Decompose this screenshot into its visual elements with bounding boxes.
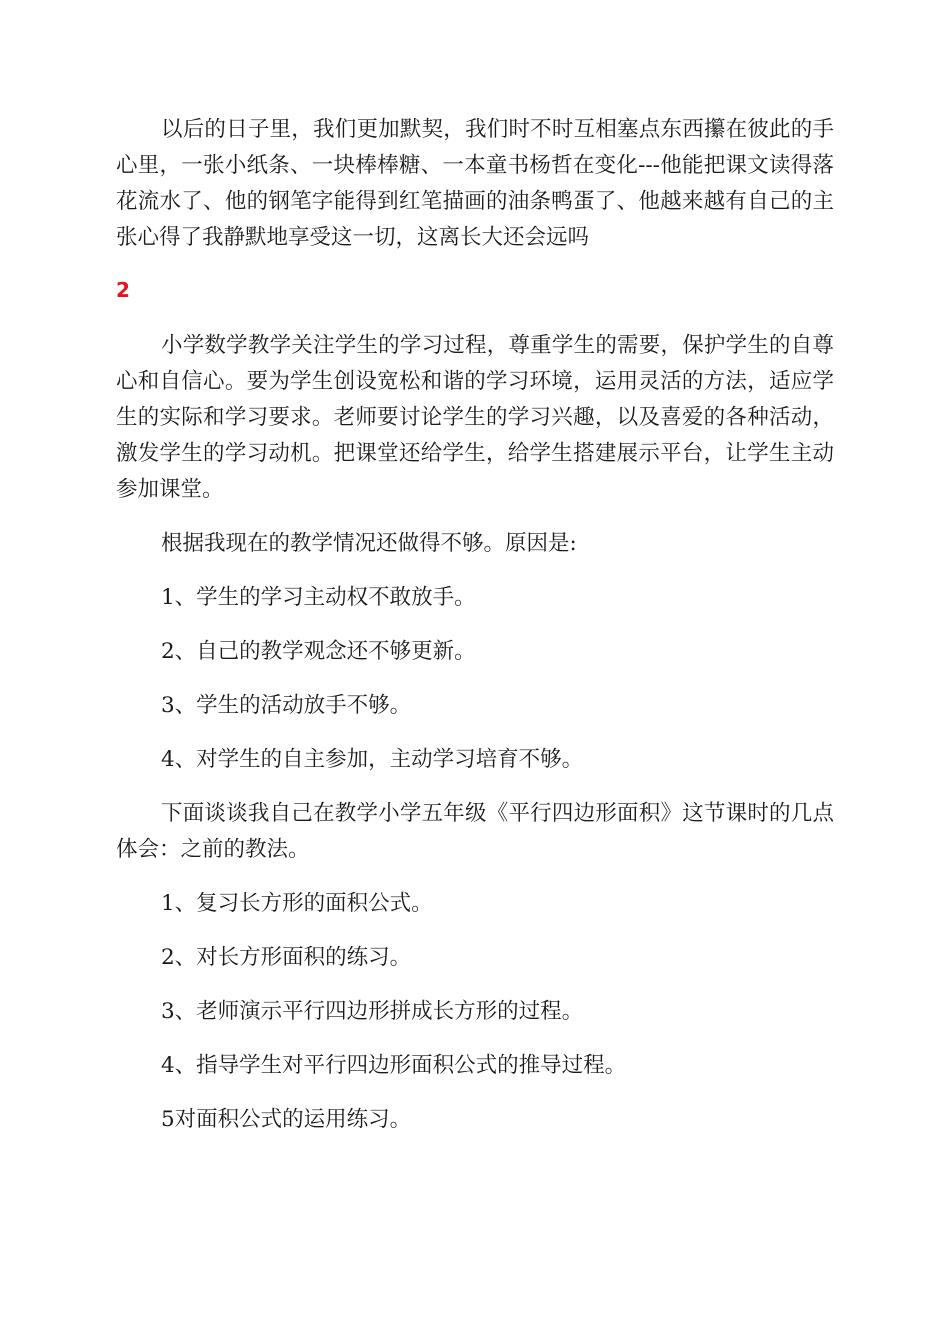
paragraph-lesson-intro: 下面谈谈我自己在教学小学五年级《平行四边形面积》这节课时的几点体会：之前的教法。 — [116, 801, 834, 862]
list-item: 3、老师演示平行四边形拼成长方形的过程。 — [161, 999, 584, 1024]
list-item: 4、对学生的自主参加，主动学习培育不够。 — [161, 747, 584, 772]
list-item: 2、对长方形面积的练习。 — [161, 945, 412, 970]
list-item: 1、复习长方形的面积公式。 — [161, 891, 433, 916]
list-item: 1、学生的学习主动权不敢放手。 — [161, 585, 476, 610]
paragraph-section-intro: 小学数学教学关注学生的学习过程，尊重学生的需要，保护学生的自尊心和自信心。要为学生创设宽松和谐的学习环境，运用灵活的方法，适应学生的实际和学习要求。老师要讨论学生的学习兴趣，以及喜爱的各种活动，激发学生的学习动机。把课堂还给学生，给学生搭建展示平台，让学生主动参加课堂。 — [116, 333, 834, 502]
section-number: 2 — [116, 278, 130, 302]
paragraph-intro: 以后的日子里，我们更加默契，我们时不时互相塞点东西攥在彼此的手心里，一张小纸条、一块棒棒糖、一本童书杨哲在变化---他能把课文读得落花流水了、他的钢笔字能得到红笔描画的油条鸭蛋了、他越来越有自己的主张心得了我静默地享受这一切，这离长大还会远吗 — [116, 117, 834, 250]
document-page — [116, 112, 834, 1138]
list-item: 4、指导学生对平行四边形面积公式的推导过程。 — [161, 1053, 627, 1078]
list-item: 3、学生的活动放手不够。 — [161, 693, 412, 718]
list-item: 2、自己的教学观念还不够更新。 — [161, 639, 476, 664]
paragraph-reason-intro: 根据我现在的教学情况还做得不够。原因是: — [161, 531, 577, 556]
list-item: 5对面积公式的运用练习。 — [161, 1107, 412, 1132]
